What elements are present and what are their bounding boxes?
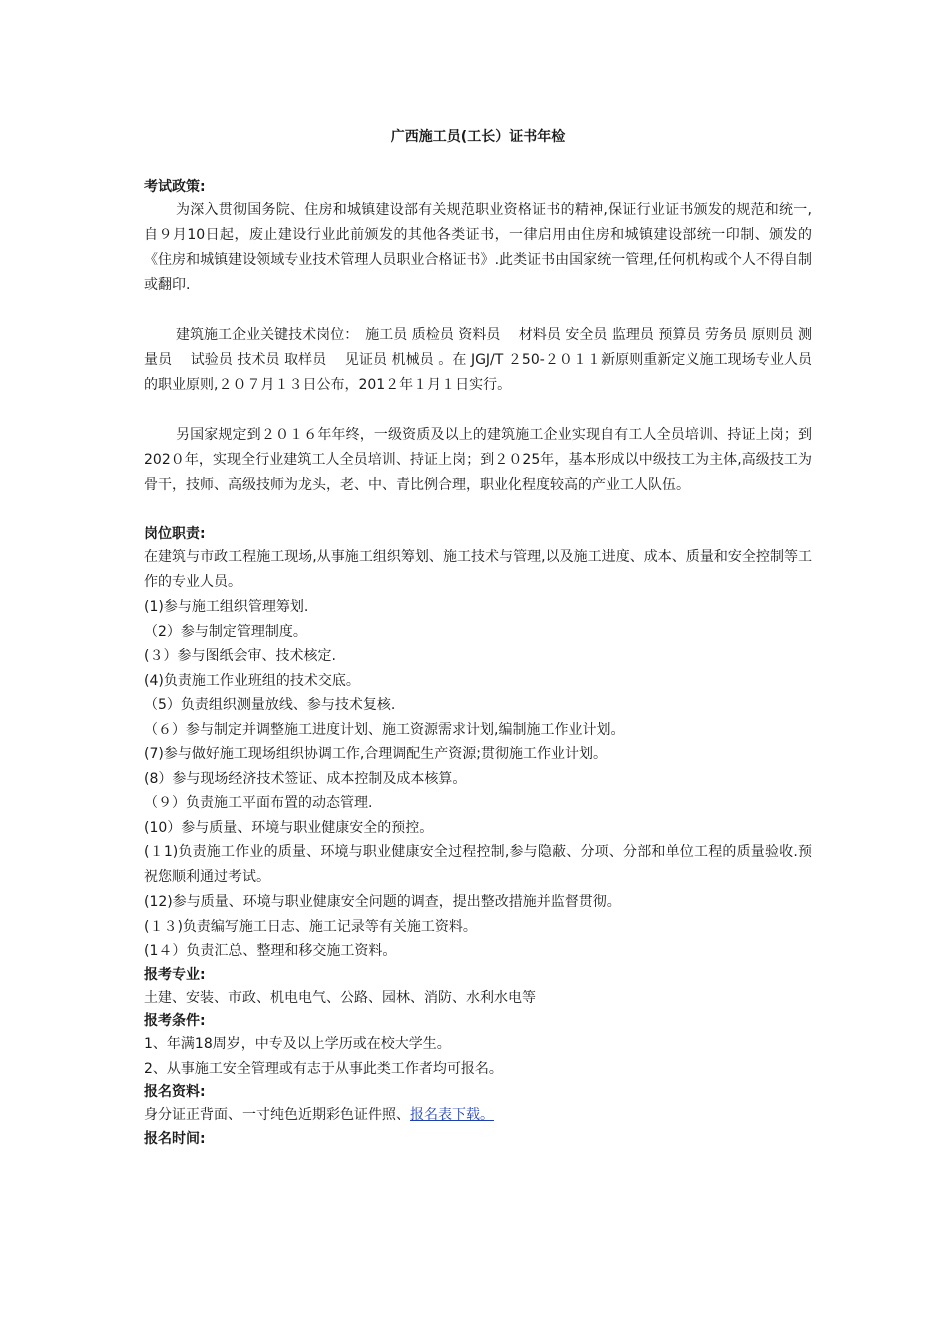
duty-item: (4)负责施工作业班组的技术交底。	[144, 672, 360, 689]
duty-item: （９）负责施工平面布置的动态管理.	[144, 795, 373, 811]
duty-item: (1)参与施工组织管理筹划.	[144, 599, 309, 615]
registration-form-download-link[interactable]: 报名表下载。	[410, 1107, 494, 1123]
policy-paragraph-3: 另国家规定到２０１６年年终，一级资质及以上的建筑施工企业实现自有工人全员培训、持证上岗；到202０年，实现全行业建筑工人全员培训、持证上岗；到２０25年，基本形成以中级技工为主体,高级技工为骨干，技师、高级技师为龙头，老、中、青比例合理，职业化程度较高的产业工人队伍。	[144, 427, 812, 493]
duties-list	[144, 595, 812, 964]
document-body	[144, 126, 812, 1150]
paragraph-spacer	[144, 498, 812, 523]
condition-item: 1、年满18周岁，中专及以上学历或在校大学生。	[144, 1036, 451, 1052]
duty-item: (１３)负责编写施工日志、施工记录等有关施工资料。	[144, 918, 477, 935]
time-heading: 报名时间:	[144, 1130, 206, 1147]
policy-paragraph-1: 为深入贯彻国务院、住房和城镇建设部有关规范职业资格证书的精神,保证行业证书颁发的规范和统一,自９月10日起，废止建设行业此前颁发的其他各类证书，一律启用由住房和城镇建设部统一印制、颁发的《住房和城镇建设领域专业技术管理人员职业合格证书》.此类证书由国家统一管理,任何机构或个人不得自制或翻印.	[144, 202, 812, 293]
duty-item: (３）参与图纸会审、技术核定.	[144, 648, 336, 664]
duty-item: （5）负责组织测量放线、参与技术复核.	[144, 697, 396, 713]
duty-item: （６）参与制定并调整施工进度计划、施工资源需求计划,编制施工作业计划。	[144, 721, 625, 738]
duty-item: (8）参与现场经济技术签证、成本控制及成本核算。	[144, 770, 467, 787]
duties-heading: 岗位职责:	[144, 526, 206, 542]
policy-heading: 考试政策:	[144, 179, 206, 195]
conditions-heading: 报考条件:	[144, 1013, 206, 1029]
condition-item: 2、从事施工安全管理或有志于从事此类工作者均可报名。	[144, 1060, 503, 1077]
document-title: 广西施工员(工长）证书年检	[390, 129, 566, 145]
paragraph-spacer	[144, 398, 812, 423]
majors-text: 土建、安装、市政、机电电气、公路、园林、消防、水利水电等	[144, 989, 536, 1006]
duty-item: (1４）负责汇总、整理和移交施工资料。	[144, 943, 397, 959]
duty-item: (7)参与做好施工现场组织协调工作,合理调配生产资源;贯彻施工作业计划。	[144, 746, 607, 762]
materials-text: 身分证正背面、一寸纯色近期彩色证件照、	[144, 1107, 410, 1123]
materials-heading: 报名资料:	[144, 1084, 206, 1100]
duty-item: (10）参与质量、环境与职业健康安全的预控。	[144, 819, 434, 836]
paragraph-spacer	[144, 298, 812, 323]
duty-item: （2）参与制定管理制度。	[144, 623, 307, 640]
materials-line	[144, 1103, 812, 1128]
duty-item: (12)参与质量、环境与职业健康安全问题的调查，提出整改措施并监督贯彻。	[144, 894, 621, 910]
majors-heading: 报考专业:	[144, 966, 206, 983]
duties-intro: 在建筑与市政工程施工现场,从事施工组织筹划、施工技术与管理,以及施工进度、成本、质量和安全控制等工作的专业人员。	[144, 549, 812, 590]
duty-item: (１1)负责施工作业的质量、环境与职业健康安全过程控制,参与隐蔽、分项、分部和单位工程的质量验收.预祝您顺利通过考试。	[144, 844, 812, 885]
policy-paragraph-2: 建筑施工企业关键技术岗位： 施工员 质检员 资料员 材料员 安全员 监理员 预算员 劳务员 原则员 测量员 试验员 技术员 取样员 见证员 机械员 。在 JGJ/T ２50-２０１１新原则重新定义施工现场专业人员的职业原则,２０７月１３日公布，201２年１月１日实行。	[144, 327, 812, 393]
